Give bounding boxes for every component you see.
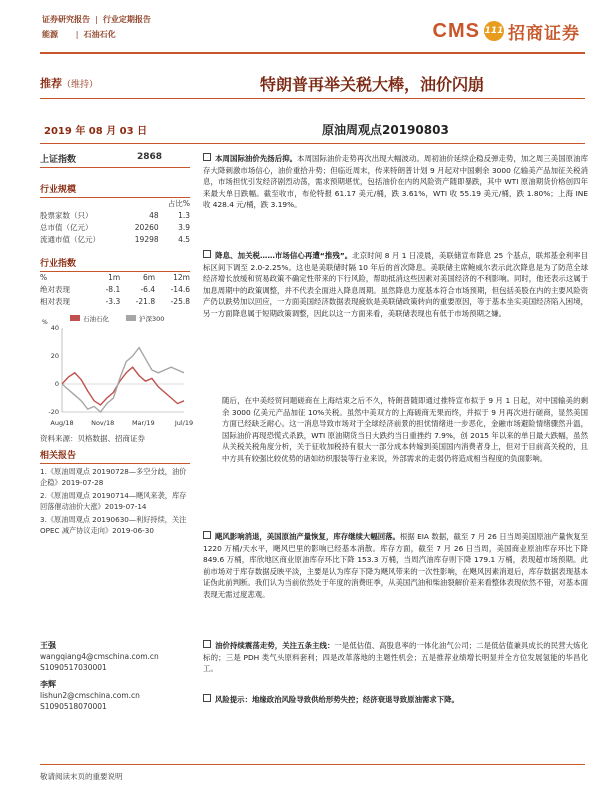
bullet-box-icon [203,250,211,258]
chart-source: 资料来源：贝格数据、招商证券 [40,434,145,443]
report-subtitle: 原油周观点20190803 [322,123,449,137]
sector: 能源 [42,30,58,39]
legend-swatch [70,315,80,321]
perf-col: 12m [173,273,190,282]
analyst-name: 王强 [40,641,56,650]
footer-rule [40,764,585,765]
index-value: 2868 [136,152,162,162]
perf-heading: 行业指数 [40,256,190,272]
scale-name: 总市值（亿元） [40,223,93,232]
report-category: 行业定期报告 [102,15,151,24]
x-tick-label: Aug/18 [50,419,74,427]
scale-name: 流通市值（亿元） [40,235,100,244]
x-tick-label: Jul/19 [174,419,194,427]
risk-text: 地缘政治风险导致供给形势失控；经济衰退导致原油需求下降。 [251,695,459,704]
perf-col: 6m [143,273,156,282]
risk-heading: 风险提示： [215,695,252,704]
bullet-box-icon [203,694,211,702]
perf-val: -21.8 [135,297,156,306]
analyst [40,679,190,712]
paragraph-heading: 飓风影响消退，美国原油产量恢复，库存继续大幅回落。 [215,532,400,541]
perf-col: 1m [108,273,121,282]
rating [40,75,98,91]
legend-label: 石油石化 [83,315,109,323]
perf-val: -25.8 [170,297,190,306]
paragraph-heading: 本周国际油价先扬后抑。 [215,154,298,163]
table-row [40,222,190,234]
scale-heading: 行业规模 [40,182,190,198]
performance-chart [40,312,194,430]
scale-pct: 4.5 [178,235,190,244]
perf-name: 相对表现 [40,297,70,306]
footer-note: 敬请阅读末页的重要说明 [40,772,123,781]
y-tick-label: 0 [54,380,59,388]
rating-label: 推荐 [40,77,62,90]
sidebar [40,152,190,308]
x-tick-label: Nov/18 [91,419,115,427]
related-item: 3.《原油周观点 20190630—利好持续，关注 OPEC 减产协议走向》2019-06-30 [40,515,187,535]
logo-chinese-text: 招商证券 [508,23,580,44]
table-row [40,234,190,246]
scale-col-header: 占比% [167,199,190,208]
legend-swatch [126,315,136,321]
report-header-left: 证券研究报告 | 行业定期报告 能源 | 石油石化 [42,15,151,39]
bullet-box-icon [203,531,211,539]
report-date: 2019 年 08 月 03 日 [44,126,148,137]
subsector: 石油石化 [83,30,116,39]
perf-val: -6.4 [140,285,156,294]
perf-val: -8.1 [105,285,121,294]
bullet-box-icon [203,153,211,161]
analyst-email: lishun2@cmschina.com.cn [40,691,140,700]
rating-sub: （维持） [62,80,99,90]
title-rule [40,98,585,99]
legend-label: 沪深300 [139,315,165,323]
scale-pct: 1.3 [178,211,190,220]
analysts [40,640,190,712]
table-row [40,284,190,296]
paragraph-heading: 油价持续震荡走势，关注五条主线： [215,641,335,650]
scale-value: 19298 [134,235,159,244]
related-item: 2.《原油周观点 20190714—飓风来袭，库存回落催动油价大涨》2019-07-14 [40,491,187,511]
paragraph-text: 一是低估值、高股息率的一体化油气公司；二是低估值兼具成长的民营大炼化标的；三是 PDH 类气头原料套利；四是改革落地的主题性机会；五是推荐业绩增长明显并全方位发展氢能的华昌化工。 [203,641,588,674]
scale-value: 20260 [134,223,159,232]
related-item: 1.《原油周观点 20190728—多空分歧，油价企稳》2019-07-28 [40,467,187,487]
paragraph-1 [203,153,588,211]
index-label: 上证指数 [40,155,77,165]
scale-value: 48 [149,211,159,220]
logo-cms-text: CMS [432,19,480,42]
analyst [40,640,190,673]
analyst-email: wangqiang4@cmschina.com.cn [40,652,159,661]
y-tick-label: 20 [50,352,59,360]
scale-name: 股票家数（只） [40,211,93,220]
paragraph-4 [203,531,588,601]
paragraph-heading: 降息、加关税……市场信心再遭“推残”。 [215,251,353,260]
paragraph-text: 北京时间 8 月 1 日凌晨，美联储宣布降息 25 个基点，联邦基金利率目标区间下调至 2.0-2.25%。这也是美联储时隔 10 年后的首次降息。美联储主席鲍威尔表示此次降息是为了防范全球经济增长放缓和贸易政策不确定性带来的下行风险，帮助抵消这些因素对美国经济的不利影响。同时，他还表示这属于加息周期中的政策调整，并不代表全面进入降息周期。虽然降息力度基本符合市场预期，但包括美股在内的主要风险资产仍以跌势加以回应，一方面美国经济数据表现疲软是美联储政策转向的重要原因，等于基本坐实美国经济陷入困境，另一方面降息属于短期政策调整，因此以这一方面来看，美联储表现也有低于市场预期之嫌。 [203,251,588,318]
perf-name: 绝对表现 [40,285,70,294]
perf-table [40,272,190,308]
perf-col: % [40,273,48,282]
report-type: 证券研究报告 [42,15,90,24]
risk-warning [203,694,588,706]
y-unit-label: % [42,319,48,326]
analyst-id: S1090517030001 [40,663,107,672]
paragraph-3: 随后，在中美经贸问题磋商在上海结束之后不久，特朗普随即通过推特宣布拟于 9 月 1 日起，对中国输美的剩余 3000 亿美元产品加征 10%关税。虽然中美双方的上海磋商无果而终，并拟于 9 月再次进行磋商，显然美国方面已经缺乏耐心。这一消息导致市场对于全球经济前景的担忧情绪进一步恶化，金融市场避险情绪骤然升温，国际油价再现恐慌式杀跌，WTI 原油期货当日大跌约当日重挫约 7.9%，创 2015 年以来的单日最大跌幅，虽然从关税关税角度分析，关于征收加税持有很大一部分成本转嫁到美国国内消费者身上，但对于目前高关税的，且中方具有较强比较优势的诸如纺织服装等行业来说，外部需求的走弱仍将造成相当程度的负面影响。 [222,396,588,463]
y-tick-label: -20 [48,408,59,416]
logo-circle-icon: 111 [484,21,504,41]
paragraph-text: 本周国际油价走势再次出现大幅波动。周初油价延续企稳反弹走势，加之周三美国原油库存大降刺激市场信心，油价重拾升势；但临近周末，传来特朗普计划 9 月起对中国剩余 3000 亿输美产品加征关税消息，市场担忧引发经济剧烈动荡，需求预期堪忧，包括油价在内的风险资产随即暴跌，其中 WTI 原油期货价格创四年来最大单日跌幅。截至收市，布伦特报 61.17 美元/桶，跌 3.61%，WTI 收 55.19 美元/桶，跌 1.80%；上海 INE 收 428.4 元/桶，跌 3.19%。 [203,154,588,210]
date-rule [40,143,585,144]
scale-table [40,198,190,246]
analyst-id: S1090518070001 [40,702,107,711]
analyst-name: 李辉 [40,680,56,689]
x-tick-label: Mar/19 [131,419,155,427]
table-row [40,210,190,222]
table-row [40,296,190,308]
perf-val: -3.3 [105,297,121,306]
y-tick-label: 40 [50,324,59,332]
index-row [40,152,190,168]
bullet-box-icon [203,640,211,648]
related-heading: 相关报告 [40,448,190,464]
paragraph-text: 根据 EIA 数据，截至 7 月 26 日当周美国原油产量恢复至 1220 万桶/天水平，飓风巴里的影响已经基本消散。库存方面，截至 7 月 26 日当周，美国商业原油库存环比下降 849.6 万桶，库欣地区商业原油库存环比下降 153.3 万桶，当周汽油库存则下降 179.1 万桶，表现超市场预期。此前市场对于库存数据反映平淡，主要是认为库存下降为飓风带来的一次性影响，在飓风因素消退后，库存数据表现基本证伪此前判断。我们认为当前依然处于年度的消费旺季，从美国汽油和柴油裂解价差来看整体表现依然不错，对基本面表现无需过度悲观。 [203,532,588,599]
perf-val: -14.6 [170,285,190,294]
paragraph-2 [203,250,588,320]
scale-pct: 3.9 [178,223,190,232]
related-reports [40,448,190,536]
series-line [62,348,184,412]
paragraph-5 [203,640,588,675]
report-title: 特朗普再举关税大棒，油价闪崩 [260,75,485,94]
cms-logo [433,18,580,44]
header-rule [40,52,585,54]
